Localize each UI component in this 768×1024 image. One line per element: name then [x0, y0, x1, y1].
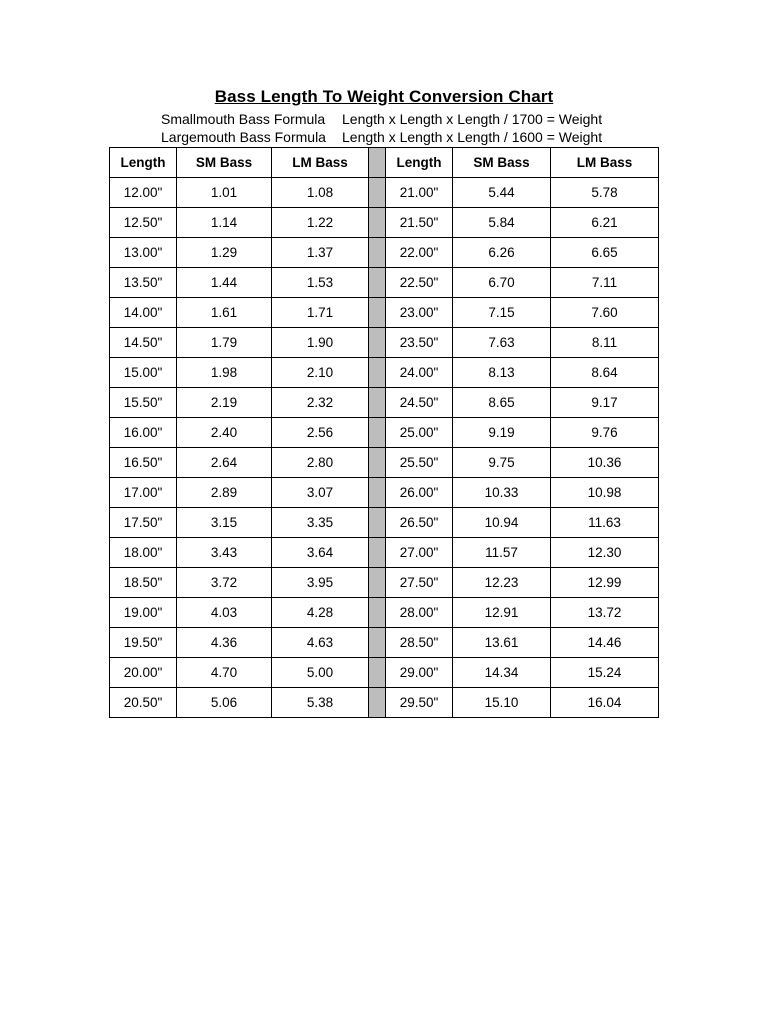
length-cell: 23.00": [386, 298, 453, 328]
formula-name: Smallmouth Bass Formula: [161, 111, 326, 127]
conversion-table: [109, 147, 659, 718]
lm-bass-cell: 10.98: [551, 478, 659, 508]
length-cell: 27.00": [386, 538, 453, 568]
lm-bass-cell: 8.11: [551, 328, 659, 358]
lm-bass-cell: 2.10: [272, 358, 369, 388]
sm-bass-cell: 12.23: [453, 568, 551, 598]
column-separator: [369, 358, 386, 388]
sm-bass-cell: 5.84: [453, 208, 551, 238]
lm-bass-cell: 4.28: [272, 598, 369, 628]
length-cell: 26.50": [386, 508, 453, 538]
lm-bass-cell: 3.64: [272, 538, 369, 568]
lm-bass-cell: 5.00: [272, 658, 369, 688]
length-cell: 22.50": [386, 268, 453, 298]
length-cell: 17.00": [110, 478, 177, 508]
sm-bass-cell: 11.57: [453, 538, 551, 568]
table-row: [110, 598, 659, 628]
lm-bass-cell: 1.08: [272, 178, 369, 208]
lm-bass-cell: 9.76: [551, 418, 659, 448]
sm-bass-cell: 9.19: [453, 418, 551, 448]
length-cell: 18.00": [110, 538, 177, 568]
sm-bass-cell: 3.43: [177, 538, 272, 568]
length-cell: 29.50": [386, 688, 453, 718]
lm-bass-cell: 5.38: [272, 688, 369, 718]
length-cell: 24.00": [386, 358, 453, 388]
length-cell: 14.00": [110, 298, 177, 328]
sm-bass-cell: 1.98: [177, 358, 272, 388]
lm-bass-cell: 1.71: [272, 298, 369, 328]
column-separator: [369, 598, 386, 628]
table-row: [110, 208, 659, 238]
column-separator: [369, 388, 386, 418]
table-row: [110, 568, 659, 598]
sm-bass-cell: 10.33: [453, 478, 551, 508]
table-row: [110, 628, 659, 658]
formula-expression: Length x Length x Length / 1600 = Weight: [342, 129, 603, 145]
sm-bass-cell: 7.15: [453, 298, 551, 328]
table-row: [110, 388, 659, 418]
header-length: Length: [386, 148, 453, 178]
sm-bass-cell: 4.03: [177, 598, 272, 628]
column-separator: [369, 208, 386, 238]
length-cell: 20.00": [110, 658, 177, 688]
sm-bass-cell: 8.65: [453, 388, 551, 418]
header-lm-bass: LM Bass: [551, 148, 659, 178]
lm-bass-cell: 1.22: [272, 208, 369, 238]
lm-bass-cell: 10.36: [551, 448, 659, 478]
column-separator: [369, 328, 386, 358]
length-cell: 16.00": [110, 418, 177, 448]
lm-bass-cell: 9.17: [551, 388, 659, 418]
length-cell: 14.50": [110, 328, 177, 358]
length-cell: 23.50": [386, 328, 453, 358]
table-row: [110, 358, 659, 388]
column-separator: [369, 238, 386, 268]
lm-bass-cell: 3.95: [272, 568, 369, 598]
lm-bass-cell: 1.90: [272, 328, 369, 358]
sm-bass-cell: 7.63: [453, 328, 551, 358]
sm-bass-cell: 2.19: [177, 388, 272, 418]
sm-bass-cell: 2.89: [177, 478, 272, 508]
sm-bass-cell: 15.10: [453, 688, 551, 718]
lm-bass-cell: 1.53: [272, 268, 369, 298]
table-row: [110, 268, 659, 298]
column-separator: [369, 508, 386, 538]
length-cell: 18.50": [110, 568, 177, 598]
length-cell: 16.50": [110, 448, 177, 478]
length-cell: 19.50": [110, 628, 177, 658]
length-cell: 25.00": [386, 418, 453, 448]
table-row: [110, 508, 659, 538]
length-cell: 22.00": [386, 238, 453, 268]
sm-bass-cell: 2.40: [177, 418, 272, 448]
lm-bass-cell: 6.65: [551, 238, 659, 268]
sm-bass-cell: 1.44: [177, 268, 272, 298]
length-cell: 12.50": [110, 208, 177, 238]
table-row: [110, 178, 659, 208]
column-separator: [369, 268, 386, 298]
column-separator: [369, 478, 386, 508]
lm-bass-cell: 2.80: [272, 448, 369, 478]
sm-bass-cell: 10.94: [453, 508, 551, 538]
length-cell: 13.00": [110, 238, 177, 268]
lm-bass-cell: 13.72: [551, 598, 659, 628]
lm-bass-cell: 3.07: [272, 478, 369, 508]
length-cell: 17.50": [110, 508, 177, 538]
sm-bass-cell: 5.44: [453, 178, 551, 208]
length-cell: 15.50": [110, 388, 177, 418]
length-cell: 29.00": [386, 658, 453, 688]
length-cell: 12.00": [110, 178, 177, 208]
column-separator: [369, 658, 386, 688]
length-cell: 28.50": [386, 628, 453, 658]
column-separator: [369, 568, 386, 598]
column-separator: [369, 688, 386, 718]
table-row: [110, 238, 659, 268]
lm-bass-cell: 1.37: [272, 238, 369, 268]
lm-bass-cell: 8.64: [551, 358, 659, 388]
sm-bass-cell: 3.72: [177, 568, 272, 598]
sm-bass-cell: 1.14: [177, 208, 272, 238]
sm-bass-cell: 3.15: [177, 508, 272, 538]
sm-bass-cell: 6.70: [453, 268, 551, 298]
table-row: [110, 298, 659, 328]
sm-bass-cell: 1.01: [177, 178, 272, 208]
sm-bass-cell: 1.61: [177, 298, 272, 328]
sm-bass-cell: 4.36: [177, 628, 272, 658]
lm-bass-cell: 12.30: [551, 538, 659, 568]
column-separator: [369, 628, 386, 658]
table-row: [110, 688, 659, 718]
length-cell: 24.50": [386, 388, 453, 418]
table-row: [110, 448, 659, 478]
lm-bass-cell: 3.35: [272, 508, 369, 538]
sm-bass-cell: 1.29: [177, 238, 272, 268]
table-row: [110, 658, 659, 688]
table-header-row: [110, 148, 659, 178]
lm-bass-cell: 2.32: [272, 388, 369, 418]
length-cell: 26.00": [386, 478, 453, 508]
column-separator: [369, 298, 386, 328]
length-cell: 13.50": [110, 268, 177, 298]
lm-bass-cell: 7.60: [551, 298, 659, 328]
lm-bass-cell: 14.46: [551, 628, 659, 658]
column-separator: [369, 448, 386, 478]
lm-bass-cell: 6.21: [551, 208, 659, 238]
sm-bass-cell: 14.34: [453, 658, 551, 688]
sm-bass-cell: 8.13: [453, 358, 551, 388]
lm-bass-cell: 16.04: [551, 688, 659, 718]
length-cell: 15.00": [110, 358, 177, 388]
lm-bass-cell: 15.24: [551, 658, 659, 688]
column-separator: [369, 538, 386, 568]
sm-bass-cell: 4.70: [177, 658, 272, 688]
sm-bass-cell: 13.61: [453, 628, 551, 658]
lm-bass-cell: 12.99: [551, 568, 659, 598]
column-separator: [369, 148, 386, 178]
length-cell: 20.50": [110, 688, 177, 718]
header-sm-bass: SM Bass: [177, 148, 272, 178]
header-length: Length: [110, 148, 177, 178]
lm-bass-cell: 5.78: [551, 178, 659, 208]
length-cell: 19.00": [110, 598, 177, 628]
lm-bass-cell: 11.63: [551, 508, 659, 538]
formula-name: Largemouth Bass Formula: [161, 129, 326, 145]
formula-expression: Length x Length x Length / 1700 = Weight: [342, 111, 603, 127]
sm-bass-cell: 2.64: [177, 448, 272, 478]
length-cell: 21.50": [386, 208, 453, 238]
sm-bass-cell: 6.26: [453, 238, 551, 268]
header-sm-bass: SM Bass: [453, 148, 551, 178]
column-separator: [369, 418, 386, 448]
length-cell: 28.00": [386, 598, 453, 628]
table-row: [110, 328, 659, 358]
length-cell: 21.00": [386, 178, 453, 208]
table-row: [110, 478, 659, 508]
sm-bass-cell: 5.06: [177, 688, 272, 718]
sm-bass-cell: 1.79: [177, 328, 272, 358]
length-cell: 27.50": [386, 568, 453, 598]
lm-bass-cell: 2.56: [272, 418, 369, 448]
header-lm-bass: LM Bass: [272, 148, 369, 178]
lm-bass-cell: 4.63: [272, 628, 369, 658]
table-row: [110, 418, 659, 448]
table-row: [110, 538, 659, 568]
sm-bass-cell: 9.75: [453, 448, 551, 478]
page-title: Bass Length To Weight Conversion Chart: [214, 87, 554, 106]
sm-bass-cell: 12.91: [453, 598, 551, 628]
column-separator: [369, 178, 386, 208]
length-cell: 25.50": [386, 448, 453, 478]
lm-bass-cell: 7.11: [551, 268, 659, 298]
